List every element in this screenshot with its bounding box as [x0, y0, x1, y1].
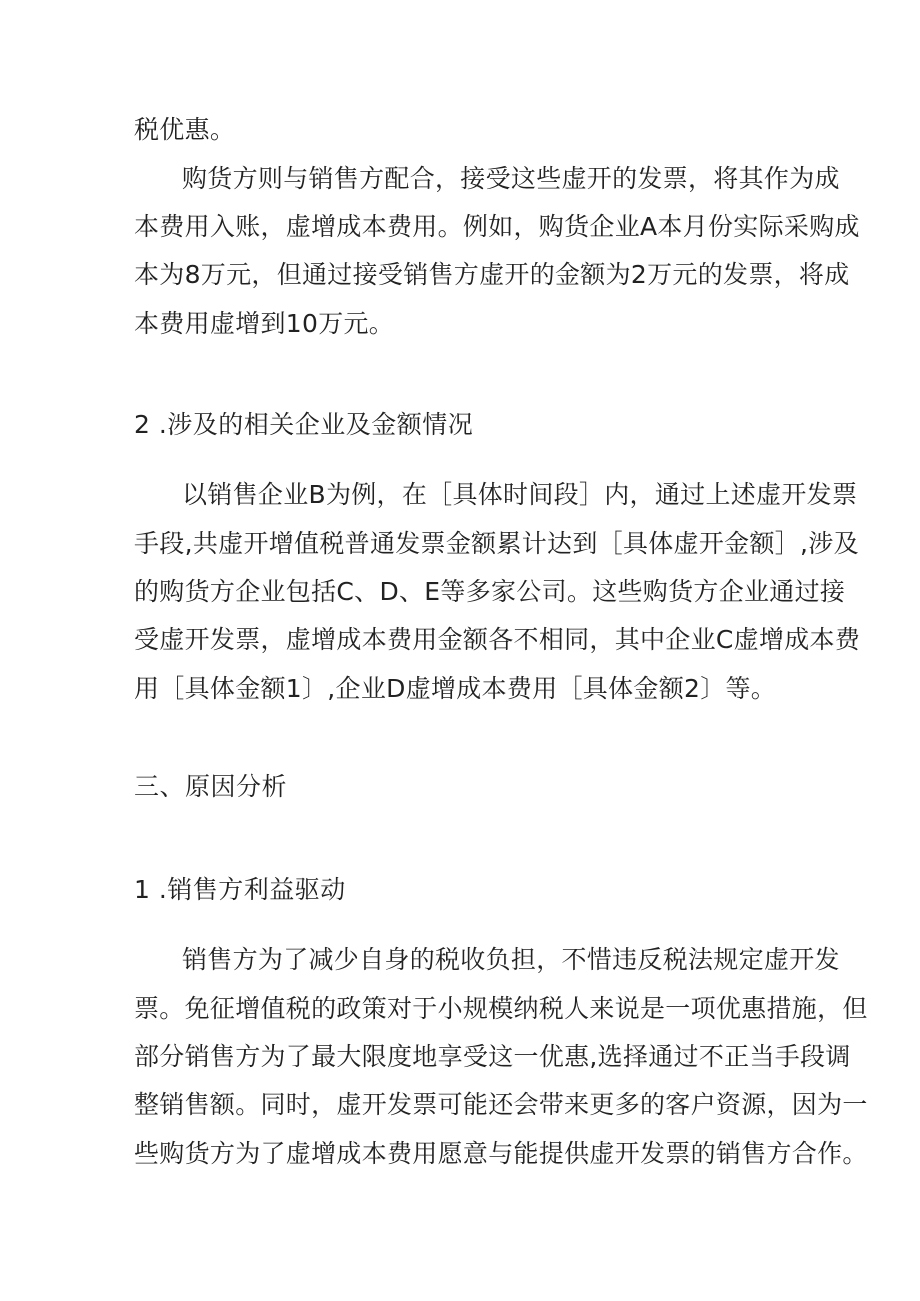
section-heading: 1 .销售方利益驱动	[134, 875, 346, 904]
paragraph-line: 手段,共虚开增值税普通发票金额累计达到［具体虚开金额］,涉及	[134, 529, 859, 558]
section-heading: 2 .涉及的相关企业及金额情况	[134, 410, 474, 439]
paragraph-line: 购货方则与销售方配合，接受这些虚开的发票，将其作为成	[182, 164, 840, 193]
paragraph-line: 受虚开发票，虚增成本费用金额各不相同，其中企业C虚增成本费	[134, 625, 861, 654]
paragraph-line: 部分销售方为了最大限度地享受这一优惠,选择通过不正当手段调	[134, 1042, 851, 1071]
paragraph-line: 本费用虚增到10万元。	[134, 309, 395, 338]
paragraph-line: 税优惠。	[134, 115, 236, 144]
paragraph-line: 整销售额。同时，虚开发票可能还会带来更多的客户资源，因为一	[134, 1090, 868, 1119]
paragraph-line: 的购货方企业包括C、D、E等多家公司。这些购货方企业通过接	[134, 577, 846, 606]
section-heading: 三、原因分析	[134, 772, 288, 801]
paragraph-line: 些购货方为了虚增成本费用愿意与能提供虚开发票的销售方合作。	[134, 1139, 868, 1168]
paragraph-line: 销售方为了减少自身的税收负担，不惜违反税法规定虚开发	[182, 945, 840, 974]
paragraph-line: 以销售企业B为例，在［具体时间段］内，通过上述虚开发票	[182, 480, 858, 509]
paragraph-line: 用［具体金额1〕,企业D虚增成本费用［具体金额2〕等。	[134, 674, 777, 703]
paragraph-line: 本费用入账，虚增成本费用。例如，购货企业A本月份实际采购成	[134, 212, 860, 241]
paragraph-line: 本为8万元，但通过接受销售方虚开的金额为2万元的发票，将成	[134, 260, 850, 289]
paragraph-line: 票。免征增值税的政策对于小规模纳税人来说是一项优惠措施，但	[134, 994, 868, 1023]
